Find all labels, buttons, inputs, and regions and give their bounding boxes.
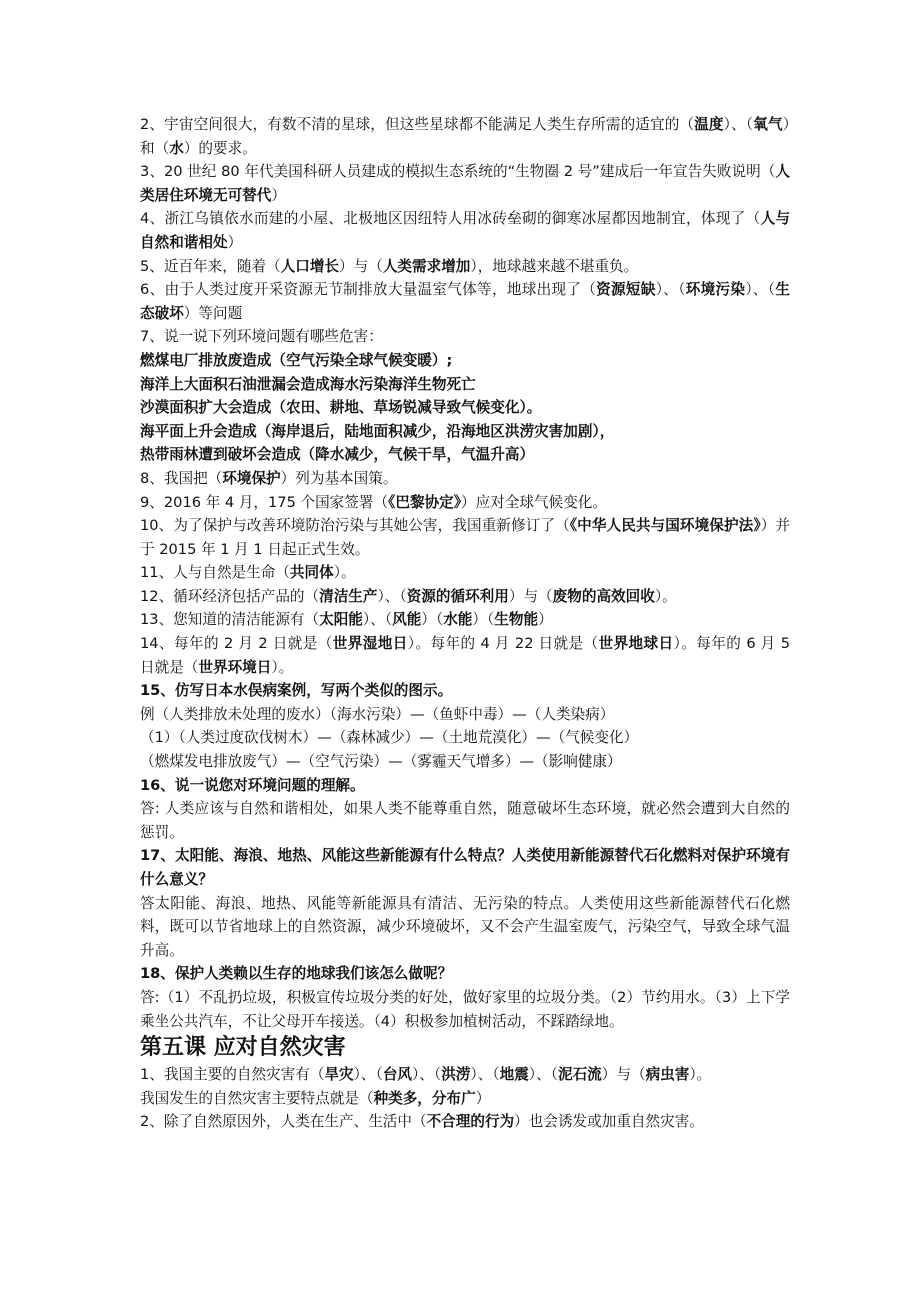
- answer-text: 人类需求增加: [382, 257, 471, 275]
- body-text: ）、（: [655, 281, 686, 299]
- paragraph: [140, 844, 790, 891]
- body-text: 14、每年的 2 月 2 日就是（: [140, 635, 333, 653]
- answer-text: 泥石流: [557, 1066, 602, 1084]
- body-text: （燃煤发电排放废气）—（空气污染）—（雾霾天气增多）—（影响健康）: [140, 753, 622, 771]
- body-text: 6、由于人类过度开采资源无节制排放大量温室气体等，地球出现了（: [140, 281, 597, 299]
- paragraph: [140, 726, 790, 750]
- body-text: 答:（1）不乱扔垃圾，积极宣传垃圾分类的好处，做好家里的垃圾分类。（2）节约用水。（3）上下学乘坐公共汽车，不让父母开车接送。（4）积极参加植树活动，不踩踏绿地。: [140, 988, 790, 1030]
- paragraph: [140, 349, 790, 373]
- body-text: ）、（: [377, 587, 407, 605]
- paragraph: [140, 491, 790, 515]
- paragraph: [140, 1063, 790, 1087]
- body-text: 10、为了保护与改善环境防治污染与其她公害，我国重新修订了（: [140, 517, 570, 535]
- body-text: 9、2016 年 4 月，175 个国家签署（: [140, 493, 389, 511]
- answer-text: 台风: [382, 1066, 413, 1084]
- answer-text: 生物能: [494, 611, 539, 629]
- body-text: 例（人类排放未处理的废水）（海水污染）—（鱼虾中毒）—（人类染病）: [140, 705, 615, 723]
- body-text: ）、（: [412, 1066, 442, 1084]
- body-text: ）、（: [353, 1066, 383, 1084]
- answer-text: 生态破坏: [140, 281, 790, 322]
- answer-text: 沙漠面积扩大会造成（农田、耕地、草场锐减导致气候变化）。: [140, 399, 542, 417]
- answer-text: 《中华人民共与国环境保护法》: [569, 517, 761, 535]
- answer-text: 不合理的行为: [426, 1113, 515, 1131]
- paragraph: [140, 962, 790, 986]
- body-text: ）与（: [339, 257, 383, 275]
- paragraph: [140, 632, 790, 679]
- body-text: 1、我国主要的自然灾害有（: [140, 1066, 325, 1084]
- paragraph: [140, 585, 790, 609]
- answer-text: 人口增长: [280, 257, 340, 275]
- body-text: ）（: [421, 611, 444, 629]
- answer-text: 环境污染: [685, 281, 746, 299]
- paragraph: [140, 986, 790, 1033]
- paragraph: [140, 679, 790, 703]
- body-text: 2、除了自然原因外，人类在生产、生活中（: [140, 1113, 427, 1131]
- paragraph: [140, 750, 790, 774]
- paragraph: [140, 443, 790, 467]
- answer-text: 16、说一说您对环境问题的理解。: [140, 776, 365, 794]
- answer-text: 18、保护人类赖以生存的地球我们该怎么做呢？: [140, 965, 453, 983]
- paragraph: [140, 207, 790, 254]
- paragraph: [140, 892, 790, 963]
- body-text: 2、宇宙空间很大，有数不清的星球，但这些星球都不能满足人类生存所需的适宜的（: [140, 116, 695, 133]
- body-text: ）、（: [362, 611, 393, 629]
- answer-text: 地震: [499, 1066, 529, 1084]
- answer-text: 热带雨林遭到破坏会造成（降水减少，气候干旱，气温升高）: [140, 446, 535, 464]
- paragraph: [140, 255, 790, 279]
- answer-text: 燃煤电厂排放废造成（空气污染全球气候变暖）;: [140, 351, 453, 369]
- body-text: ）。每年的 4 月 22 日就是（: [407, 635, 599, 653]
- paragraph: [140, 373, 790, 397]
- body-text: ）: [227, 233, 243, 251]
- body-text: 3、20 世纪 80 年代美国科研人员建成的模拟生态系统的“生物圈 2 号”建成后一年宣告失败说明（: [140, 163, 776, 181]
- paragraph: [140, 396, 790, 420]
- answer-text: 《巴黎协定》: [388, 493, 462, 511]
- paragraph: [140, 467, 790, 491]
- body-text: ）的要求。: [183, 139, 257, 157]
- answer-text: 种类多，分布广: [373, 1089, 476, 1107]
- answer-text: 风能: [392, 611, 422, 629]
- body-text: 答: 人类应该与自然和谐相处，如果人类不能尊重自然，随意破坏生态环境，就必然会遭到大自然的惩罚。: [140, 800, 790, 841]
- paragraph: [140, 160, 790, 207]
- answer-text: 海平面上升会造成（海岸退后，陆地面积减少，沿海地区洪涝灾害加剧），: [140, 422, 615, 440]
- body-text: ）: [271, 186, 286, 204]
- answer-text: 水能: [443, 611, 473, 629]
- answer-text: 水: [169, 139, 184, 157]
- answer-text: 资源的循环利用: [406, 587, 509, 605]
- document-page: [140, 113, 790, 1134]
- paragraph: [140, 1110, 790, 1134]
- answer-text: 世界地球日: [598, 635, 674, 653]
- body-text: ）（: [472, 611, 495, 629]
- body-text: 8、我国把（: [140, 469, 223, 487]
- answer-text: 17、太阳能、海浪、地热、风能这些新能源有什么特点？人类使用新能源替代石化燃料对保护环境有什么意义？: [140, 847, 790, 888]
- answer-text: 人类居住环境无可替代: [140, 163, 790, 204]
- body-text: ）。: [689, 1066, 712, 1084]
- body-text: ），地球越来越不堪重负。: [470, 257, 639, 275]
- body-text: ）、（: [723, 116, 754, 133]
- body-text: ）与（: [601, 1066, 646, 1084]
- body-text: ）、（: [528, 1066, 558, 1084]
- answer-text: 太阳能: [319, 611, 363, 629]
- body-text: ）、（: [470, 1066, 500, 1084]
- answer-text: 共同体: [289, 564, 334, 582]
- body-text: 我国发生的自然灾害主要特点就是（: [140, 1089, 374, 1107]
- paragraph: [140, 797, 790, 844]
- answer-text: 环境保护: [222, 469, 281, 487]
- answer-text: 旱灾: [324, 1066, 354, 1084]
- answer-text: 海洋上大面积石油泄漏会造成海水污染海洋生物死亡: [140, 375, 476, 393]
- body-text: 5、近百年来，随着（: [140, 257, 281, 275]
- body-text: ）: [538, 611, 553, 629]
- answer-text: 世界环境日: [198, 658, 272, 676]
- answer-text: 废物的高效回收: [552, 587, 655, 605]
- body-text: ）等问题: [183, 304, 243, 322]
- paragraph: [140, 561, 790, 585]
- answer-text: 世界湿地日: [332, 635, 408, 653]
- body-text: ）: [475, 1089, 491, 1107]
- paragraph: [140, 113, 790, 160]
- paragraph: [140, 420, 790, 444]
- paragraph: [140, 774, 790, 798]
- body-text: ）和（: [140, 116, 790, 157]
- body-text: ）、（: [745, 281, 776, 299]
- body-text: ）。每年的 6 月 5 日就是（: [140, 635, 790, 676]
- body-text: ）列为基本国策。: [280, 469, 398, 487]
- paragraph: [140, 1087, 790, 1111]
- answer-text: 资源短缺: [596, 281, 656, 299]
- paragraph: [140, 278, 790, 325]
- body-text: ）并于 2015 年 1 月 1 日起正式生效。: [140, 517, 790, 558]
- body-text: 7、说一说下列环境问题有哪些危害：: [140, 328, 383, 346]
- body-text: 11、人与自然是生命（: [140, 564, 290, 582]
- body-text: ）。: [333, 564, 356, 582]
- body-text: 答太阳能、海浪、地热、风能等新能源具有清洁、无污染的特点。人类使用这些新能源替代石化燃料，既可以节省地球上的自然资源，减少环境破坏，又不会产生温室废气，污染空气，导致全球气温升高。: [140, 894, 790, 959]
- body-text: ）与（: [508, 587, 553, 605]
- body-text: 12、循环经济包括产品的（: [140, 587, 320, 605]
- paragraph: [140, 325, 790, 349]
- answer-text: 温度: [694, 116, 724, 133]
- answer-text: 第五课 应对自然灾害: [140, 1035, 346, 1061]
- section-heading: [140, 1033, 790, 1063]
- body-text: ）。: [654, 587, 677, 605]
- answer-text: 清洁生产: [319, 587, 378, 605]
- answer-text: 15、仿写日本水俣病案例，写两个类似的图示。: [140, 682, 453, 700]
- body-text: （1）（人类过度砍伐树木）—（森林减少）—（土地荒漠化）—（气候变化）: [140, 729, 639, 747]
- answer-text: 洪涝: [441, 1066, 471, 1084]
- answer-text: 病虫害: [645, 1066, 690, 1084]
- paragraph: [140, 514, 790, 561]
- paragraph: [140, 608, 790, 632]
- body-text: 13、您知道的清洁能源有（: [140, 611, 320, 629]
- body-text: ）。: [271, 658, 294, 676]
- body-text: ）应对全球气候变化。: [461, 493, 607, 511]
- paragraph: [140, 703, 790, 727]
- body-text: 4、浙江乌镇依水而建的小屋、北极地区因纽特人用冰砖垒砌的御寒冰屋都因地制宜，体现了（: [140, 210, 761, 228]
- answer-text: 氧气: [753, 116, 783, 133]
- answer-text: 人与自然和谐相处: [140, 210, 790, 251]
- body-text: ）也会诱发或加重自然灾害。: [514, 1113, 704, 1131]
